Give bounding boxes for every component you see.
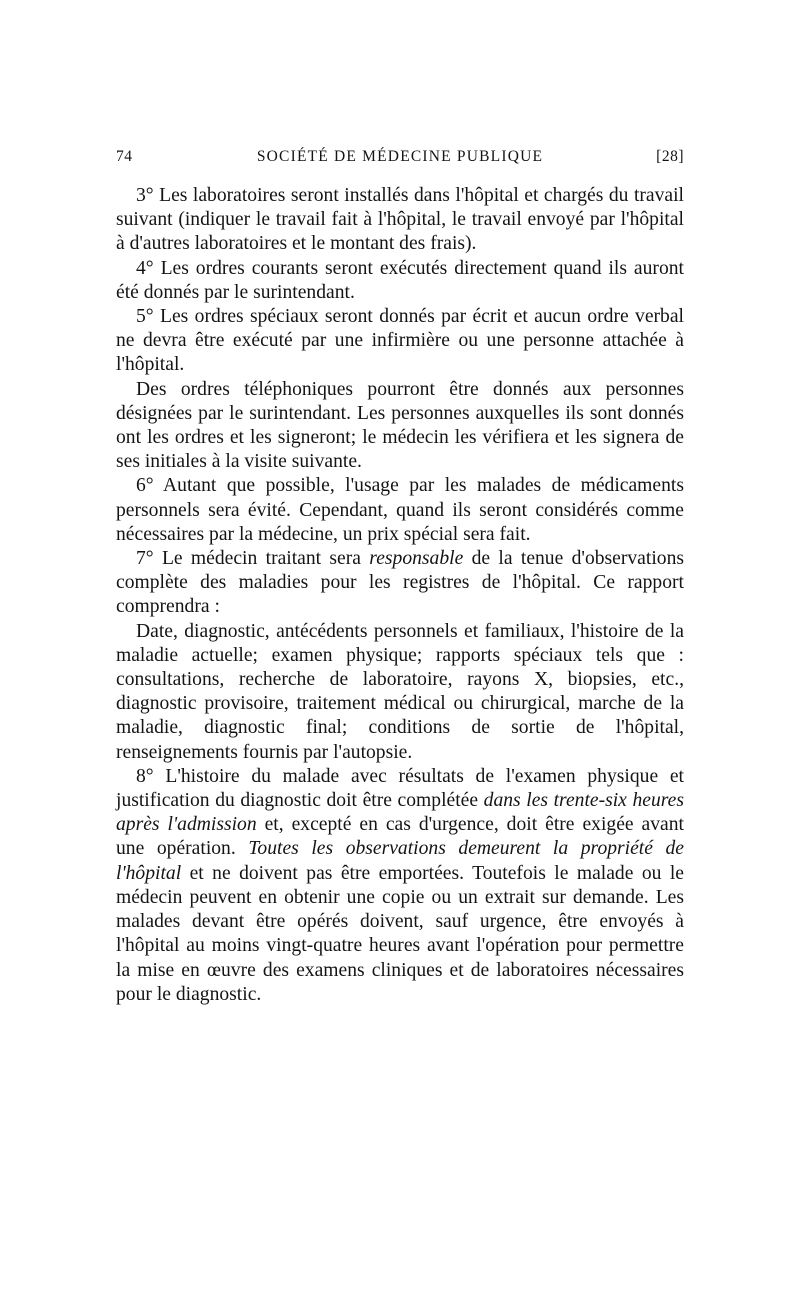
paragraph-item-7 — [116, 547, 684, 620]
paragraph-item-8-part-a: 8° L'histoire du malade avec résultats de l'examen physique et justification du diagnostic doit être complétée — [116, 765, 684, 812]
paragraph-item-8 — [116, 765, 684, 1007]
body-text — [116, 184, 684, 1007]
paragraph-item-5: 5° Les ordres spéciaux seront donnés par écrit et aucun ordre verbal ne devra être exécuté par une infirmière ou une personne attachée à l'hôpital. — [116, 306, 684, 376]
paragraph-report-contents: Date, diagnostic, antécédents personnels et familiaux, l'histoire de la maladie actuelle; examen physique; rapports spéciaux tels que : consultations, recherche de laboratoire, rayons X, biopsies, etc., diagnostic provisoire, traitement médical ou chirurgical, marche de la maladie, diagnostic final; conditions de sortie de l'hôpital, renseignements fournis par l'autopsie. — [116, 620, 684, 763]
emphasis-responsable: responsable — [369, 548, 464, 570]
paragraph-telephone-orders: Des ordres téléphoniques pourront être donnés aux personnes désignées par le surintendant. Les personnes auxquelles ils sont donnés ont les ordres et les signeront; le médecin les vérifiera et les signera de ses initiales à la visite suivante. — [116, 378, 684, 473]
page-number: 74 — [116, 148, 133, 165]
running-title: SOCIÉTÉ DE MÉDECINE PUBLIQUE — [256, 148, 544, 165]
paragraph-item-7-start: 7° Le médecin traitant sera — [136, 548, 370, 570]
emphasis-property-of-hospital: Toutes les observations demeurent la propriété de l'hôpital — [116, 838, 685, 884]
paragraph-item-8-part-c: et, excepté en cas d'urgence, doit être exigée avant une opération. — [116, 814, 684, 860]
paragraph-item-3: 3° Les laboratoires seront installés dans l'hôpital et chargés du travail suivant (indiquer le travail fait à l'hôpital, le travail envoyé par l'hôpital à d'autres laboratoires et le montant des frais). — [116, 185, 684, 255]
running-header — [116, 148, 684, 172]
paragraph-item-7-end: de la tenue d'observations complète des maladies pour les registres de l'hôpital. Ce rapport comprendra : — [116, 548, 684, 618]
paragraph-item-4: 4° Les ordres courants seront exécutés directement quand ils auront été donnés par le surintendant. — [116, 257, 684, 303]
page-reference: [28] — [656, 148, 684, 165]
emphasis-thirty-six-hours: dans les trente-six heures après l'admission — [116, 790, 684, 836]
paragraph-item-6: 6° Autant que possible, l'usage par les malades de médicaments personnels sera évité. Cependant, quand ils seront considérés comme nécessaires par la médecine, un prix spécial sera fait. — [116, 475, 684, 545]
paragraph-item-8-part-e: et ne doivent pas être emportées. Toutefois le malade ou le médecin peuvent en obtenir une copie ou un extrait sur demande. Les malades devant être opérés doivent, sauf urgence, être envoyés à l'hôpital au moins vingt-quatre heures avant l'opération pour permettre la mise en œuvre des examens cliniques et de laboratoires nécessaires pour le diagnostic. — [116, 862, 684, 1005]
